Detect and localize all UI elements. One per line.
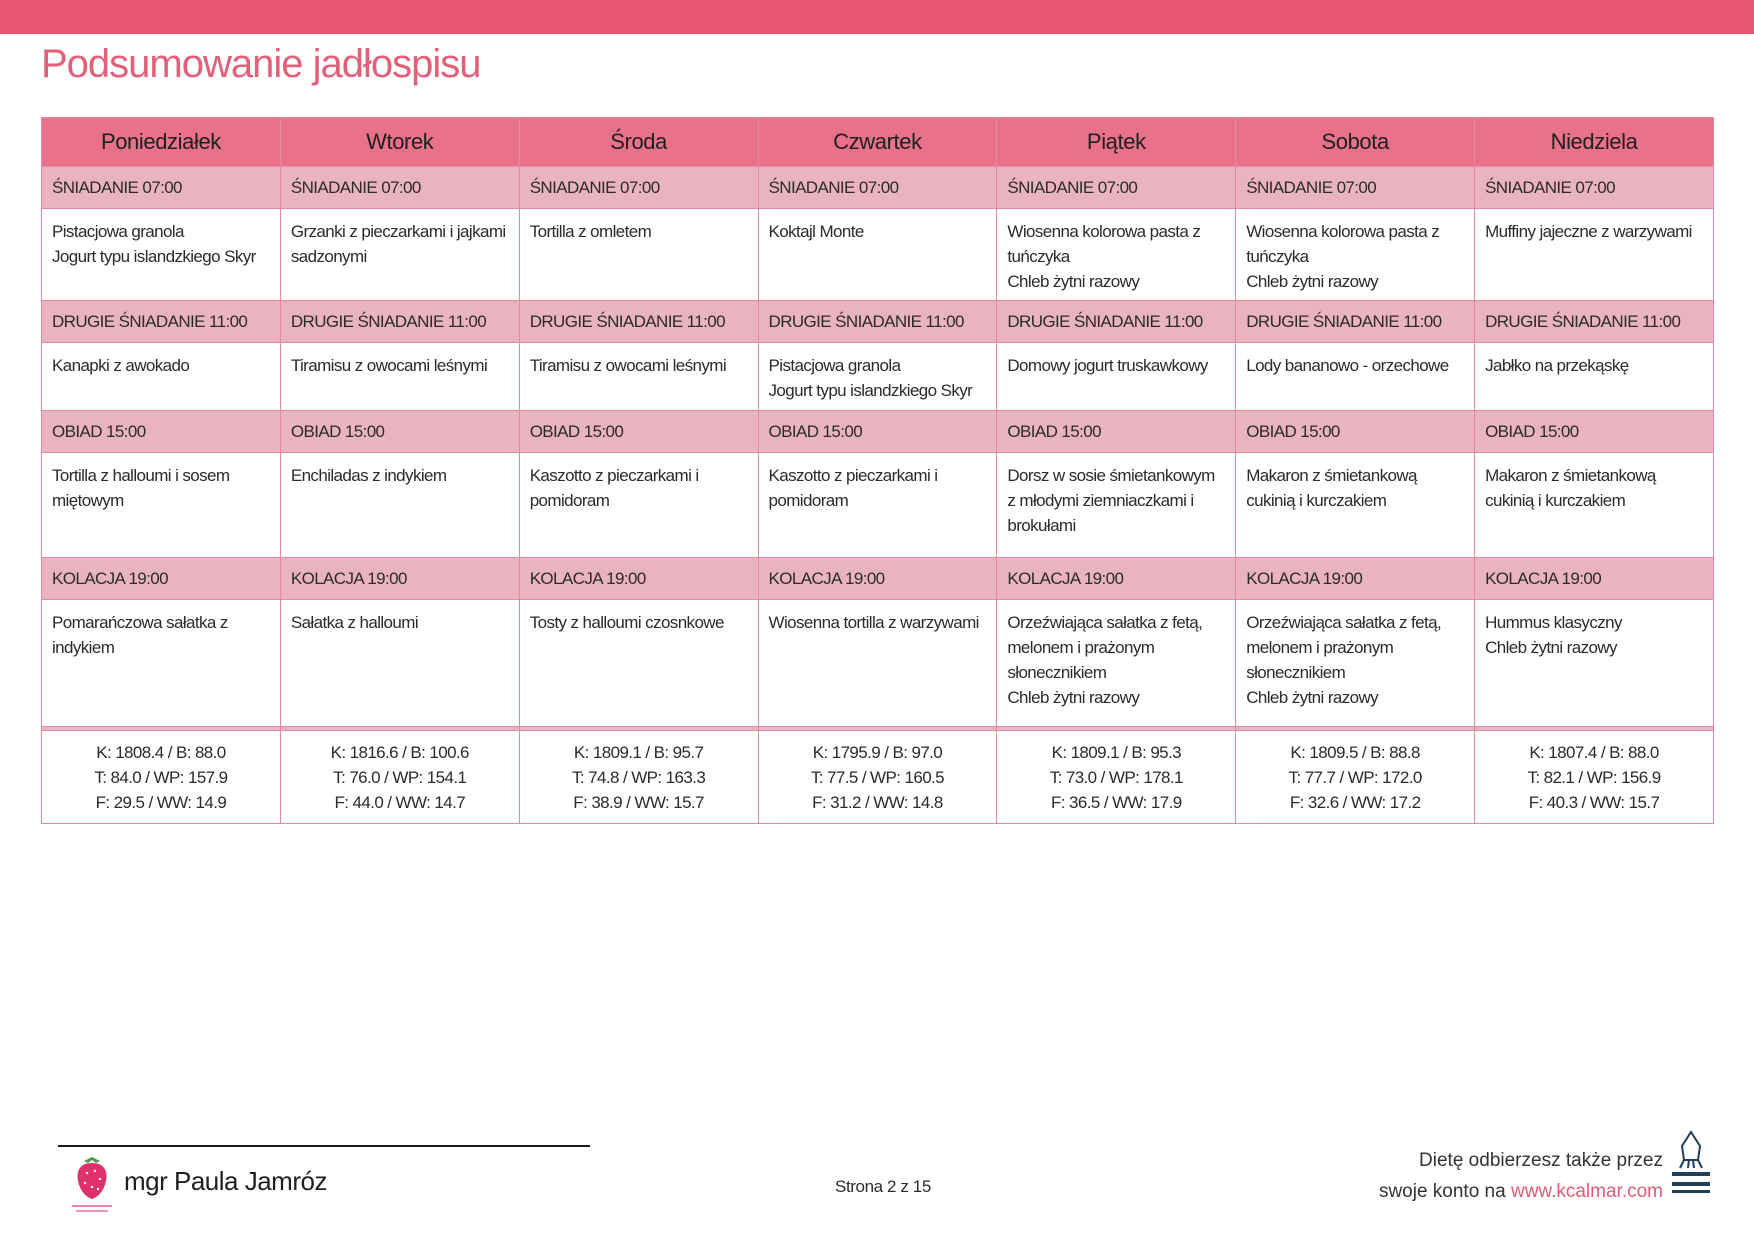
dish-name: Pomarańczowa sałatka z indykiem bbox=[52, 613, 228, 657]
meal-label: KOLACJA 19:00 bbox=[758, 558, 997, 600]
dish-name: Jabłko na przekąskę bbox=[1485, 356, 1629, 375]
meal-cell bbox=[1236, 600, 1475, 727]
dish-name: Jogurt typu islandzkiego Skyr bbox=[768, 381, 973, 400]
meal-content-row bbox=[42, 343, 1714, 411]
meal-cell bbox=[280, 209, 519, 301]
meal-cell bbox=[758, 343, 997, 411]
dish-name: Makaron z śmietankową cukinią i kurczakiem bbox=[1485, 466, 1656, 510]
nutrition-line: K: 1809.5 / B: 88.8 bbox=[1290, 742, 1420, 762]
nutrition-line: K: 1795.9 / B: 97.0 bbox=[812, 742, 943, 762]
dish-name: Orzeźwiająca sałatka z fetą, melonem i prażonym słonecznikiem bbox=[1246, 613, 1442, 682]
nutrition-line: K: 1809.1 / B: 95.3 bbox=[1051, 742, 1182, 762]
day-header-row bbox=[42, 118, 1714, 167]
meal-cell bbox=[280, 600, 519, 727]
meal-label: ŚNIADANIE 07:00 bbox=[997, 167, 1236, 209]
dish-name: Pistacjowa granola bbox=[52, 222, 184, 241]
meal-cell bbox=[758, 600, 997, 727]
nutrition-line: K: 1808.4 / B: 88.0 bbox=[96, 742, 226, 762]
nutrition-line: T: 84.0 / WP: 157.9 bbox=[94, 767, 228, 787]
promo-line-1: Dietę odbierzesz także przez bbox=[1419, 1150, 1663, 1171]
meal-label: DRUGIE ŚNIADANIE 11:00 bbox=[1475, 301, 1714, 343]
day-header: Piątek bbox=[997, 118, 1236, 167]
day-header: Czwartek bbox=[758, 118, 997, 167]
meal-label: DRUGIE ŚNIADANIE 11:00 bbox=[1236, 301, 1475, 343]
strawberry-logo-icon bbox=[70, 1153, 114, 1217]
dish-name: Kaszotto z pieczarkami i pomidoram bbox=[529, 466, 699, 510]
meal-label: ŚNIADANIE 07:00 bbox=[280, 167, 519, 209]
dish-name: Lody bananowo - orzechowe bbox=[1246, 356, 1449, 375]
meal-label: DRUGIE ŚNIADANIE 11:00 bbox=[997, 301, 1236, 343]
dish-name: Jogurt typu islandzkiego Skyr bbox=[52, 247, 256, 266]
meal-cell bbox=[519, 600, 758, 727]
kcalmar-link[interactable]: www.kcalmar.com bbox=[1510, 1181, 1663, 1202]
meal-label: ŚNIADANIE 07:00 bbox=[1475, 167, 1714, 209]
meal-label: ŚNIADANIE 07:00 bbox=[758, 167, 997, 209]
meal-cell bbox=[42, 600, 281, 727]
meal-cell bbox=[1475, 343, 1714, 411]
dish-name: Sałatka z halloumi bbox=[290, 613, 419, 632]
dish-name: Koktajl Monte bbox=[768, 222, 864, 241]
meal-label-row bbox=[42, 558, 1714, 600]
meal-label: DRUGIE ŚNIADANIE 11:00 bbox=[758, 301, 997, 343]
meal-cell bbox=[997, 209, 1236, 301]
meal-label: ŚNIADANIE 07:00 bbox=[519, 167, 758, 209]
dish-name: Domowy jogurt truskawkowy bbox=[1007, 356, 1208, 375]
day-header: Poniedziałek bbox=[42, 118, 281, 167]
nutrition-line: K: 1816.6 / B: 100.6 bbox=[330, 742, 469, 762]
meal-label-row bbox=[42, 411, 1714, 453]
nutrition-line: F: 29.5 / WW: 14.9 bbox=[95, 792, 227, 812]
dish-name: Tiramisu z owocami leśnymi bbox=[290, 356, 488, 375]
meal-label: DRUGIE ŚNIADANIE 11:00 bbox=[519, 301, 758, 343]
meal-label: OBIAD 15:00 bbox=[1475, 411, 1714, 453]
nutrition-summary bbox=[1475, 731, 1714, 824]
meal-label: OBIAD 15:00 bbox=[42, 411, 281, 453]
dish-name: Tosty z halloumi czosnkowe bbox=[529, 613, 724, 632]
nutrition-line: T: 73.0 / WP: 178.1 bbox=[1049, 767, 1183, 787]
dish-name: Chleb żytni razowy bbox=[1246, 688, 1379, 707]
page-number: Strona 2 z 15 bbox=[835, 1177, 931, 1196]
dish-name: Wiosenna kolorowa pasta z tuńczyka bbox=[1246, 222, 1440, 266]
nutrition-summary bbox=[1236, 731, 1475, 824]
meal-cell bbox=[997, 453, 1236, 558]
dish-name: Wiosenna tortilla z warzywami bbox=[768, 613, 979, 632]
day-header: Sobota bbox=[1236, 118, 1475, 167]
nutrition-line: F: 44.0 / WW: 14.7 bbox=[334, 792, 466, 812]
meal-cell bbox=[519, 343, 758, 411]
weekly-menu-table bbox=[41, 117, 1714, 824]
dish-name: Kanapki z awokado bbox=[52, 356, 190, 375]
meal-label: KOLACJA 19:00 bbox=[997, 558, 1236, 600]
nutrition-summary bbox=[519, 731, 758, 824]
nutrition-summary bbox=[280, 731, 519, 824]
nutrition-line: F: 36.5 / WW: 17.9 bbox=[1050, 792, 1182, 812]
promo-line-2-text: swoje konto na bbox=[1378, 1181, 1506, 1202]
nutrition-line: T: 82.1 / WP: 156.9 bbox=[1527, 767, 1661, 787]
meal-label: OBIAD 15:00 bbox=[1236, 411, 1475, 453]
dish-name: Chleb żytni razowy bbox=[1246, 272, 1379, 291]
meal-cell bbox=[1236, 453, 1475, 558]
dish-name: Makaron z śmietankową cukinią i kurczakiem bbox=[1246, 466, 1417, 510]
meal-cell bbox=[1236, 343, 1475, 411]
dish-name: Enchiladas z indykiem bbox=[290, 466, 447, 485]
nutrition-summary bbox=[758, 731, 997, 824]
dish-name: Wiosenna kolorowa pasta z tuńczyka bbox=[1007, 222, 1201, 266]
meal-content-row bbox=[42, 453, 1714, 558]
nutrition-line: F: 32.6 / WW: 17.2 bbox=[1289, 792, 1421, 812]
dish-name: Tortilla z omletem bbox=[529, 222, 652, 241]
day-header: Niedziela bbox=[1475, 118, 1714, 167]
author-name: mgr Paula Jamróz bbox=[124, 1166, 327, 1196]
dish-name: Chleb żytni razowy bbox=[1007, 272, 1140, 291]
meal-label: ŚNIADANIE 07:00 bbox=[42, 167, 281, 209]
dish-name: Grzanki z pieczarkami i jajkami sadzonymi bbox=[290, 222, 506, 266]
meal-cell bbox=[42, 209, 281, 301]
meal-label: DRUGIE ŚNIADANIE 11:00 bbox=[280, 301, 519, 343]
meal-content-row bbox=[42, 600, 1714, 727]
promo-line-2 bbox=[1379, 1176, 1663, 1207]
meal-cell bbox=[1236, 209, 1475, 301]
nutrition-summary bbox=[997, 731, 1236, 824]
meal-label-row bbox=[42, 301, 1714, 343]
meal-label: OBIAD 15:00 bbox=[280, 411, 519, 453]
meal-cell bbox=[1475, 209, 1714, 301]
dish-name: Pistacjowa granola bbox=[768, 356, 901, 375]
nutrition-summary bbox=[42, 731, 281, 824]
dish-name: Chleb żytni razowy bbox=[1007, 688, 1140, 707]
nutrition-line: F: 40.3 / WW: 15.7 bbox=[1528, 792, 1660, 812]
meal-cell bbox=[997, 600, 1236, 727]
meal-label: KOLACJA 19:00 bbox=[42, 558, 281, 600]
nutrition-line: T: 77.5 / WP: 160.5 bbox=[810, 767, 945, 787]
meal-label: OBIAD 15:00 bbox=[997, 411, 1236, 453]
dish-name: Muffiny jajeczne z warzywami bbox=[1485, 222, 1692, 241]
nutrition-line: F: 38.9 / WW: 15.7 bbox=[573, 792, 704, 812]
dish-name: Tortilla z halloumi i sosem miętowym bbox=[52, 466, 230, 510]
meal-content-row bbox=[42, 209, 1714, 301]
meal-cell bbox=[997, 343, 1236, 411]
dish-name: Hummus klasyczny bbox=[1485, 613, 1622, 632]
day-header: Wtorek bbox=[280, 118, 519, 167]
meal-label-row bbox=[42, 167, 1714, 209]
meal-cell bbox=[1475, 453, 1714, 558]
dish-name: Dorsz w sosie śmietankowym z młodymi ziemniaczkami i brokułami bbox=[1007, 466, 1215, 535]
promo-text bbox=[1379, 1145, 1663, 1207]
nutrition-line: F: 31.2 / WW: 14.8 bbox=[812, 792, 943, 812]
meal-cell bbox=[519, 453, 758, 558]
meal-cell bbox=[519, 209, 758, 301]
meal-cell bbox=[758, 453, 997, 558]
meal-cell bbox=[42, 343, 281, 411]
meal-label: OBIAD 15:00 bbox=[519, 411, 758, 453]
meal-label: KOLACJA 19:00 bbox=[519, 558, 758, 600]
meal-cell bbox=[42, 453, 281, 558]
meal-label: DRUGIE ŚNIADANIE 11:00 bbox=[42, 301, 281, 343]
nutrition-line: K: 1809.1 / B: 95.7 bbox=[573, 742, 704, 762]
nutrition-summary-row bbox=[42, 731, 1714, 824]
meal-cell bbox=[758, 209, 997, 301]
dish-name: Orzeźwiająca sałatka z fetą, melonem i prażonym słonecznikiem bbox=[1007, 613, 1203, 682]
nutrition-line: T: 76.0 / WP: 154.1 bbox=[333, 767, 467, 787]
nutrition-line: T: 74.8 / WP: 163.3 bbox=[572, 767, 706, 787]
meal-label: KOLACJA 19:00 bbox=[1475, 558, 1714, 600]
meal-label: KOLACJA 19:00 bbox=[280, 558, 519, 600]
meal-label: ŚNIADANIE 07:00 bbox=[1236, 167, 1475, 209]
dish-name: Kaszotto z pieczarkami i pomidoram bbox=[768, 466, 938, 510]
meal-cell bbox=[1475, 600, 1714, 727]
nutrition-line: K: 1807.4 / B: 88.0 bbox=[1529, 742, 1659, 762]
dish-name: Tiramisu z owocami leśnymi bbox=[529, 356, 726, 375]
page-title: Podsumowanie jadłospisu bbox=[41, 42, 481, 86]
dish-name: Chleb żytni razowy bbox=[1485, 638, 1617, 657]
meal-label: OBIAD 15:00 bbox=[758, 411, 997, 453]
footer-divider bbox=[58, 1145, 590, 1147]
kcalmar-squid-logo-icon bbox=[1668, 1130, 1714, 1196]
nutrition-line: T: 77.7 / WP: 172.0 bbox=[1288, 767, 1422, 787]
meal-cell bbox=[280, 453, 519, 558]
meal-cell bbox=[280, 343, 519, 411]
day-header: Środa bbox=[519, 118, 758, 167]
top-accent-bar bbox=[0, 0, 1754, 34]
meal-label: KOLACJA 19:00 bbox=[1236, 558, 1475, 600]
